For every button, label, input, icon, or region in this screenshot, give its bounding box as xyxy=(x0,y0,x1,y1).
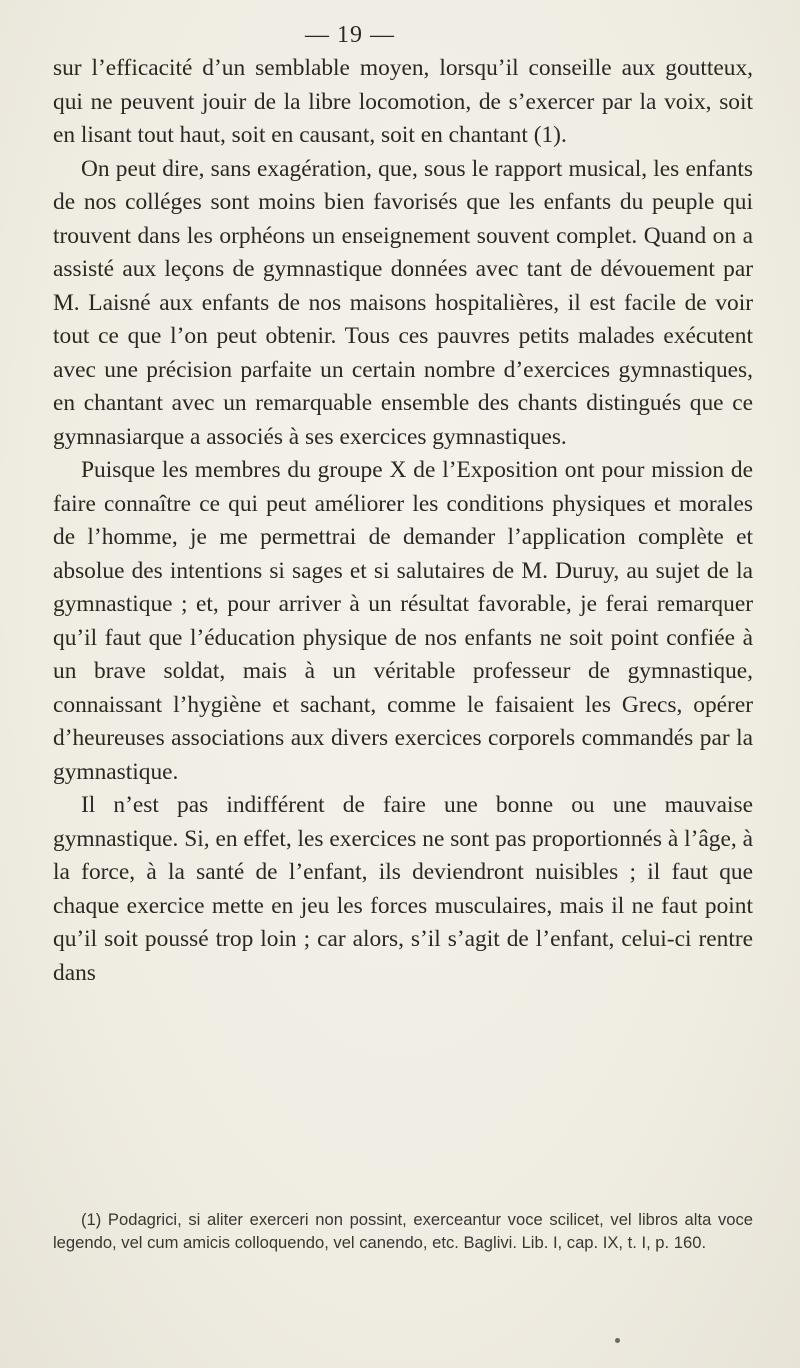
page-number: — 19 — xyxy=(305,22,395,48)
paragraph-1: sur l’efficacité d’un semblable moyen, lorsqu’il conseille aux goutteux, qui ne peuvent jouir de la libre locomotion, de s’exercer par la voix, soit en lisant tout haut, soit en causant, soit en chantant (1). xyxy=(53,55,753,148)
ink-speck xyxy=(615,1338,620,1343)
body-text xyxy=(53,52,753,990)
paragraph-2: On peut dire, sans exagération, que, sous le rapport musical, les enfants de nos colléges sont moins bien favorisés que les enfants du peuple qui trouvent dans les orphéons un enseignement souvent complet. Quand on a assisté aux leçons de gymnastique données avec tant de dévouement par M. Laisné aux enfants de nos maisons hospitalières, il est facile de voir tout ce que l’on peut obtenir. Tous ces pauvres petits malades exécutent avec une précision parfaite un certain nombre d’exercices gymnastiques, en chantant avec un remarquable ensemble des chants distingués que ce gymnasiarque a associés à ses exercices gymnastiques. xyxy=(53,155,753,450)
footnote: (1) Podagrici, si aliter exerceri non possint, exerceantur voce scilicet, vel libros alta voce legendo, vel cum amicis colloquendo, vel canendo, etc. Baglivi. Lib. I, cap. IX, t. I, p. 160. xyxy=(53,1210,753,1252)
paragraph-4: Il n’est pas indifférent de faire une bonne ou une mauvaise gymnastique. Si, en effet, les exercices ne sont pas proportionnés à l’âge, à la force, à la santé de l’enfant, ils deviendront nuisibles ; il faut que chaque exercice mette en jeu les forces musculaires, mais il ne faut point qu’il soit poussé trop loin ; car alors, s’il s’agit de l’enfant, celui-ci rentre dans xyxy=(53,792,753,986)
paragraph-3: Puisque les membres du groupe X de l’Exposition ont pour mission de faire connaître ce qui peut améliorer les conditions physiques et morales de l’homme, je me permettrai de demander l’application complète et absolue des intentions si sages et si salutaires de M. Duruy, au sujet de la gymnastique ; et, pour arriver à un résultat favorable, je ferai remarquer qu’il faut que l’éducation physique de nos enfants ne soit point confiée à un brave soldat, mais à un véritable professeur de gymnastique, connaissant l’hygiène et sachant, comme le faisaient les Grecs, opérer d’heureuses associations aux divers exercices corporels commandés par la gymnastique. xyxy=(53,457,753,785)
